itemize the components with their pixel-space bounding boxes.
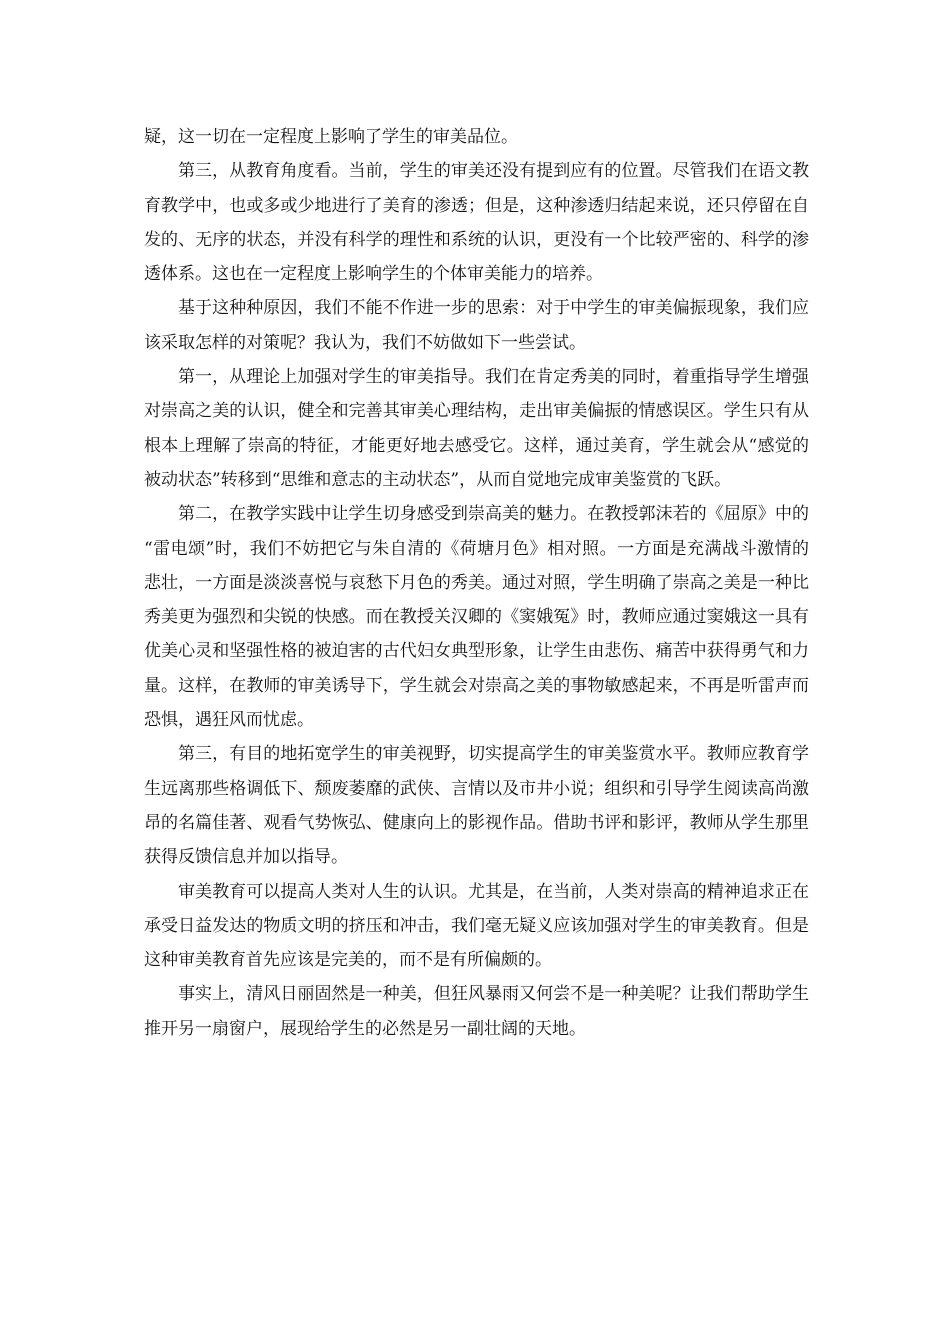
paragraph: [144, 154, 809, 291]
text-line: “雷电颂”时，我们不妨把它与朱自清的《荷塘月色》相对照。一方面是充满战斗激情的: [144, 538, 809, 559]
text-line: 事实上，清风日丽固然是一种美，但狂风暴雨又何尝不是一种美呢？让我们帮助学生: [178, 984, 809, 1005]
text-line: 育教学中，也或多或少地进行了美育的渗透；但是，这种渗透归结起来说，还只停留在自: [144, 195, 809, 216]
text-line: 推开另一扇窗户，展现给学生的必然是另一副壮阔的天地。: [144, 1018, 586, 1039]
paragraph: [144, 497, 809, 737]
text-line: 昂的名篇佳著、观看气势恢弘、健康向上的影视作品。借助书评和影评，教师从学生那里: [144, 812, 809, 833]
paragraph: [144, 291, 809, 360]
document-body: [144, 120, 809, 1046]
paragraph: [144, 977, 809, 1046]
text-line: 基于这种种原因，我们不能不作进一步的思索：对于中学生的审美偏振现象，我们应: [178, 298, 809, 319]
text-line: 第二，在教学实践中让学生切身感受到崇高美的魅力。在教授郭沫若的《屈原》中的: [178, 504, 809, 525]
text-line: 承受日益发达的物质文明的挤压和冲击，我们毫无疑义应该加强对学生的审美教育。但是: [144, 915, 809, 936]
text-line: 优美心灵和坚强性格的被迫害的古代妇女典型形象，让学生由悲伤、痛苦中获得勇气和力: [144, 641, 809, 662]
text-line: 根本上理解了崇高的特征，才能更好地去感受它。这样，通过美育，学生就会从“感觉的: [144, 435, 809, 456]
paragraph: [144, 360, 809, 497]
text-line: 发的、无序的状态，并没有科学的理性和系统的认识，更没有一个比较严密的、科学的渗: [144, 229, 809, 250]
text-line: 悲壮，一方面是淡淡喜悦与哀愁下月色的秀美。通过对照，学生明确了崇高之美是一种比: [144, 572, 809, 593]
text-line: 获得反馈信息并加以指导。: [144, 847, 348, 868]
text-line: 第三，从教育角度看。当前，学生的审美还没有提到应有的位置。尽管我们在语文教: [178, 161, 809, 182]
text-line: 第一，从理论上加强对学生的审美指导。我们在肯定秀美的同时，着重指导学生增强: [178, 367, 809, 388]
text-line: 该采取怎样的对策呢？我认为，我们不妨做如下一些尝试。: [144, 332, 586, 353]
text-line: 秀美更为强烈和尖锐的快感。而在教授关汉卿的《窦娥冤》时，教师应通过窦娥这一具有: [144, 607, 809, 628]
text-line: 量。这样，在教师的审美诱导下，学生就会对崇高之美的事物敏感起来，不再是听雷声而: [144, 675, 809, 696]
paragraph: [144, 875, 809, 978]
paragraph: [144, 120, 809, 154]
text-line: 疑，这一切在一定程度上影响了学生的审美品位。: [144, 127, 518, 147]
text-line: 被动状态”转移到“思维和意志的主动状态”，从而自觉地完成审美鉴赏的飞跃。: [144, 469, 732, 490]
text-line: 对崇高之美的认识，健全和完善其审美心理结构，走出审美偏振的情感误区。学生只有从: [144, 401, 809, 422]
paragraph: [144, 737, 809, 874]
text-line: 第三，有目的地拓宽学生的审美视野，切实提高学生的审美鉴赏水平。教师应教育学: [178, 744, 809, 765]
text-line: 生远离那些格调低下、颓废萎靡的武侠、言情以及市井小说；组织和引导学生阅读高尚激: [144, 778, 809, 799]
text-line: 恐惧，遇狂风而忧虑。: [144, 710, 314, 731]
text-line: 这种审美教育首先应该是完美的，而不是有所偏颇的。: [144, 950, 552, 971]
text-line: 透体系。这也在一定程度上影响学生的个体审美能力的培养。: [144, 264, 603, 285]
text-line: 审美教育可以提高人类对人生的认识。尤其是，在当前，人类对崇高的精神追求正在: [178, 881, 809, 902]
